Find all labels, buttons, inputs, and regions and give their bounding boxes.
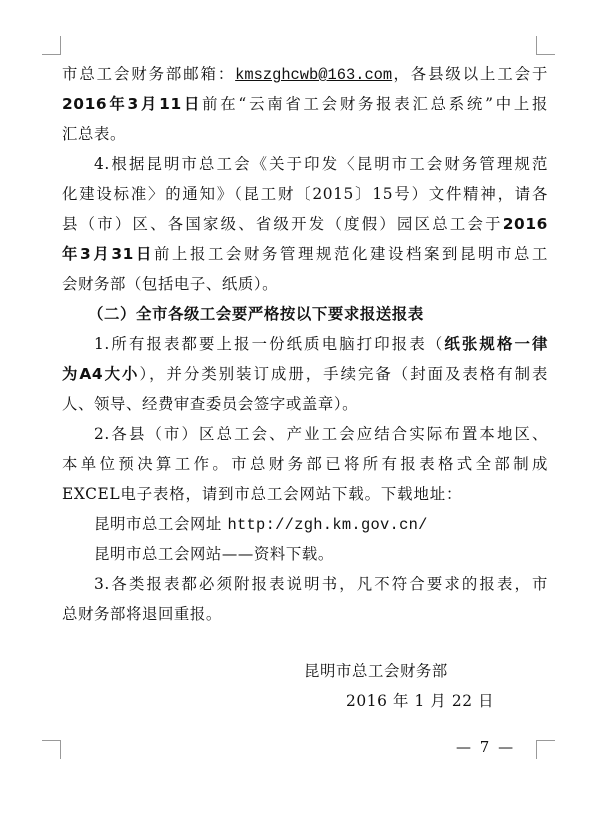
signature-date: 2016 年 1 月 22 日 (346, 692, 495, 710)
p2-text: 前上报工会财务管理规范化建设档案到昆明市总工 (153, 245, 549, 263)
p5-line-2: 总财务部将退回重报。 (62, 605, 222, 623)
crop-mark-bottom-left (42, 740, 61, 759)
crop-mark-bottom-right (536, 740, 555, 759)
p4-line-2: 本单位预决算工作。市总财务部已将所有报表格式全部制成 (62, 455, 548, 473)
paper-spec-bold: 为A4大小 (62, 365, 140, 383)
p2-line-4 (62, 242, 548, 266)
p2-line-2: 化建设标准〉的通知》（昆工财〔2015〕15号）文件精神，请各 (62, 185, 548, 203)
paper-spec-bold: 纸张规格一律 (444, 335, 548, 353)
p1-text: 前在“云南省工会财务报表汇总系统”中上报 (202, 95, 548, 113)
page-number: — 7 — (456, 738, 516, 756)
p1-text: 市总工会财务部邮箱： (62, 65, 236, 83)
crop-mark-top-right (536, 36, 555, 55)
p3-text: ），并分类别装订成册，手续完备（封面及表格有制表 (139, 365, 549, 383)
deadline-date-bold: 年3月31日 (62, 245, 154, 263)
p1-line-3: 汇总表。 (62, 125, 126, 143)
p3-line-2 (62, 362, 548, 386)
p2-text: 县（市）区、各国家级、省级开发（度假）园区总工会于 (62, 215, 503, 233)
deadline-date-bold: 2016年3月11日 (62, 95, 203, 113)
p4-line-5: 昆明市总工会网站——资料下载。 (94, 545, 334, 563)
section-heading: （二）全市各级工会要严格按以下要求报送报表 (88, 305, 424, 323)
p1-line-1 (62, 62, 548, 87)
p4-line-4 (94, 512, 548, 537)
website-url[interactable]: http://zgh.km.gov.cn/ (227, 516, 428, 534)
p2-line-5: 会财务部（包括电子、纸质）。 (62, 275, 279, 293)
p3-line-1 (94, 332, 548, 356)
p1-text: ，各县级以上工会于 (392, 65, 548, 83)
crop-mark-top-left (42, 36, 61, 55)
p4-line-1: 2.各县（市）区总工会、产业工会应结合实际布置本地区、 (94, 425, 548, 443)
p2-line-1: 4.根据昆明市总工会《关于印发〈昆明市工会财务管理规范 (94, 155, 548, 173)
p4-line-3: EXCEL电子表格，请到市总工会网站下载。下载地址： (62, 485, 462, 503)
p3-text: 1.所有报表都要上报一份纸质电脑打印报表（ (94, 335, 445, 353)
p1-line-2 (62, 92, 548, 116)
p3-line-3: 人、领导、经费审查委员会签字或盖章）。 (62, 395, 359, 413)
signature-org: 昆明市总工会财务部 (304, 662, 448, 680)
p4-text: 昆明市总工会网址 (94, 515, 222, 533)
deadline-year-bold: 2016 (502, 215, 548, 233)
email-link[interactable]: kmszghcwb@163.com (235, 66, 393, 84)
p2-line-3 (62, 212, 548, 236)
p5-line-1: 3.各类报表都必须附报表说明书，凡不符合要求的报表，市 (94, 575, 548, 593)
